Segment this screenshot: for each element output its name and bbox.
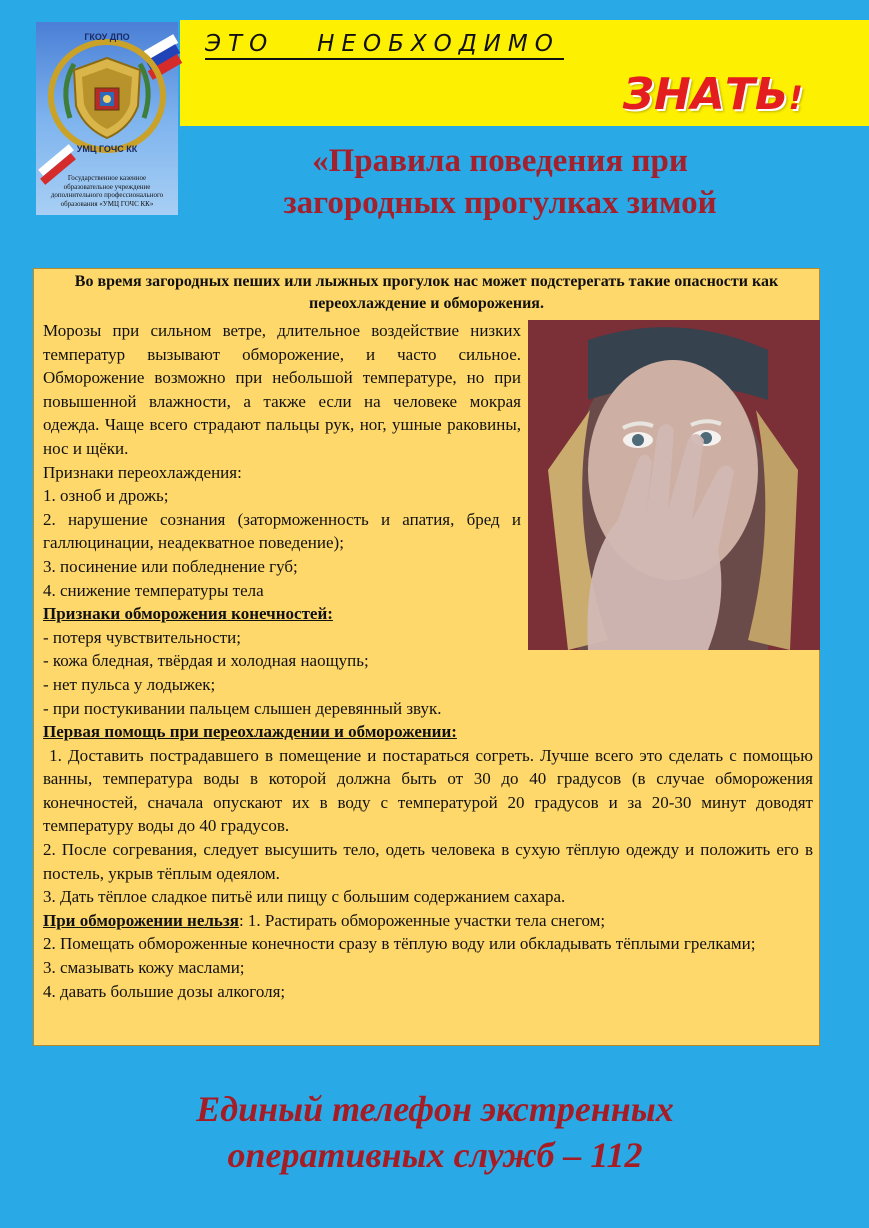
list-item: 3. смазывать кожу маслами; — [43, 958, 245, 978]
logo-top-text: ГКОУ ДПО — [84, 32, 130, 42]
intro-paragraph: Морозы при сильном ветре, длительное воздействие низких температур вызывают обморожение, и часто сильное. Обморожение возможно при небольшой температуре, но при повышенной влажности, а также если на человеке мокрая одежда. Чаще всего страдают пальцы рук, ног, ушные раковины, нос и щёки. — [43, 321, 521, 458]
page-title — [200, 140, 800, 224]
list-item: 3. посинение или побледнение губ; — [43, 556, 298, 576]
organization-logo — [36, 22, 178, 215]
list-item: - нет пульса у лодыжек; — [43, 674, 216, 694]
list-item: 4. давать большие дозы алкоголя; — [43, 981, 286, 1001]
frostbite-heading: Признаки обморожения конечностей: — [43, 604, 333, 624]
firstaid-heading: Первая помощь при переохлаждении и обморожении: — [43, 722, 457, 742]
forbidden-first-item: : 1. Растирать обмороженные участки тела снегом; — [238, 910, 606, 930]
list-item: 2. Помещать обмороженные конечности сразу в тёплую воду или обкладывать тёплыми грелками; — [43, 934, 756, 954]
footer-line-1: Единый телефон экстренных — [196, 1089, 674, 1129]
logo-bottom-text: УМЦ ГОЧС КК — [76, 144, 138, 154]
footer-line-2: оперативных служб – 112 — [227, 1135, 643, 1175]
list-item: - потеря чувствительности; — [43, 627, 241, 647]
shield-emblem-icon — [40, 28, 174, 158]
info-box — [33, 268, 820, 1046]
list-item: 3. Дать тёплое сладкое питьё или пищу с большим содержанием сахара. — [43, 887, 566, 907]
emergency-phone-footer — [60, 1086, 810, 1178]
header-necessary-text: ЭТО НЕОБХОДИМО — [205, 30, 564, 60]
title-line-2: загородных прогулках зимой — [283, 185, 717, 221]
list-item: 2. После согревания, следует высушить тело, одеть человека в сухую тёплую одежду и положить его в постель, укрыв тёплым одеялом. — [43, 840, 813, 883]
logo-description: Государственное казенное образовательное учреждение дополнительного профессионального образования «УМЦ ГОЧС КК» — [50, 174, 164, 208]
body-text — [43, 319, 818, 1003]
hypothermia-heading: Признаки переохлаждения: — [43, 462, 242, 482]
know-exclamation: ! — [788, 79, 803, 117]
forbidden-line — [43, 909, 813, 933]
list-item: - при постукивании пальцем слышен деревянный звук. — [43, 698, 442, 718]
forbidden-heading: При обморожении нельзя — [43, 910, 239, 930]
header-know-text — [623, 70, 803, 123]
know-word: ЗНАТЬ — [622, 69, 789, 120]
intro-text: Во время загородных пеших или лыжных прогулок нас может подстерегать такие опасности как переохлаждение и обморожения. — [74, 273, 779, 312]
list-item: - кожа бледная, твёрдая и холодная наощупь; — [43, 651, 369, 671]
list-item: 1. Доставить пострадавшего в помещение и постараться согреть. Лучше всего это сделать с помощью ванны, температура воды в которой должна быть от 30 до 40 градусов (в случае обморожения конечностей, сначала опускают их в воду с температурой 20 градусов и за 20-30 минут доводят температуру воды до 40 градусов. — [43, 745, 818, 836]
list-item: 4. снижение температуры тела — [43, 580, 264, 600]
list-item: 2. нарушение сознания (заторможенность и апатия, бред и галлюцинации, неадекватное поведение); — [43, 509, 521, 553]
list-item: 1. озноб и дрожь; — [43, 486, 169, 506]
title-line-1: «Правила поведения при — [312, 143, 688, 179]
